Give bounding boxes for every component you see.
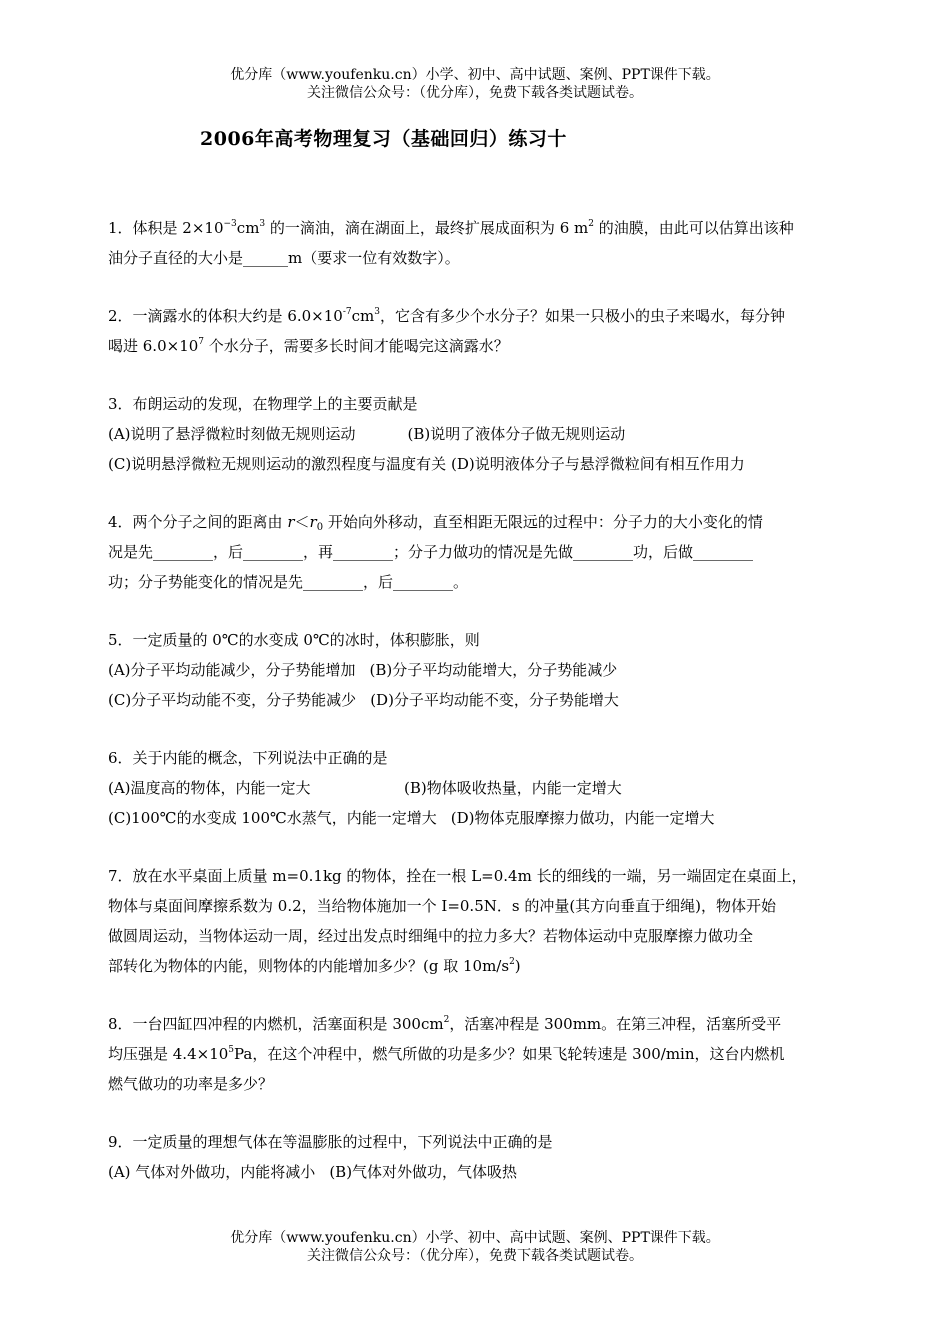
- q3-option-a: (A)说明了悬浮微粒时刻做无规则运动: [108, 425, 356, 443]
- q4-line-2: 况是先________，后________，再________；分子力做功的情况是先做________功，后做________: [108, 543, 754, 561]
- question-5: [108, 625, 848, 715]
- q7-line-3: 做圆周运动，当物体运动一周，经过出发点时细绳中的拉力多大？若物体运动中克服摩擦力做功全: [108, 927, 754, 945]
- q9-stem: 9．一定质量的理想气体在等温膨胀的过程中，下列说法中正确的是: [108, 1133, 553, 1151]
- q9-option-b: (B)气体对外做功，气体吸热: [329, 1163, 518, 1181]
- q5-stem: 5．一定质量的 0℃的水变成 0℃的冰时，体积膨胀，则: [108, 631, 480, 649]
- q2-line-2: 喝进 $6.0\times 10^7$ 个水分子，需要多长时间才能喝完这滴露水？: [108, 337, 509, 355]
- q3-options-ab: [108, 419, 848, 449]
- question-3: [108, 389, 848, 479]
- q8-line-1: 8．一台四缸四冲程的内燃机，活塞面积是 $300cm^2$，活塞冲程是 300mm。在第三冲程，活塞所受平: [108, 1015, 782, 1033]
- question-9: [108, 1127, 848, 1187]
- page-title: 2006年高考物理复习（基础回归）练习十: [200, 128, 567, 150]
- question-4: [108, 507, 848, 597]
- q1-line-2: 油分子直径的大小是______m（要求一位有效数字）。: [108, 249, 460, 267]
- q6-option-d: (D)物体克服摩擦力做功，内能一定增大: [450, 809, 715, 827]
- footer-line-2: 关注微信公众号：（优分库），免费下载各类试题试卷。: [307, 1248, 643, 1264]
- q5-option-d: (D)分子平均动能不变，分子势能增大: [370, 691, 619, 709]
- q3-option-c: (C)说明悬浮微粒无规则运动的激烈程度与温度有关: [108, 455, 447, 473]
- q6-stem: 6．关于内能的概念，下列说法中正确的是: [108, 749, 388, 767]
- q3-option-b: (B)说明了液体分子做无规则运动: [407, 425, 626, 443]
- footer-line-1: 优分库（www.youfenku.cn）小学、初中、高中试题、案例、PPT课件下载。: [230, 1230, 720, 1246]
- q8-line-2: 均压强是 $4.4\times 10^5Pa$，在这个冲程中，燃气所做的功是多少？如果飞轮转速是 300/min，这台内燃机: [108, 1045, 785, 1063]
- header-line-2: 关注微信公众号：（优分库），免费下载各类试题试卷。: [307, 85, 643, 101]
- q3-stem: 3．布朗运动的发现，在物理学上的主要贡献是: [108, 395, 418, 413]
- q9-option-a: (A) 气体对外做功，内能将减小: [108, 1163, 316, 1181]
- q9-options-ab: [108, 1157, 848, 1187]
- q7-line-1: 7．放在水平桌面上质量 m=0.1kg 的物体，拴在一根 L=0.4m 长的细线的一端，另一端固定在桌面上，: [108, 867, 807, 885]
- q3-options-cd: [108, 449, 848, 479]
- q6-option-c: (C)100℃的水变成 100℃水蒸气，内能一定增大: [108, 809, 437, 827]
- header-line-1: 优分库（www.youfenku.cn）小学、初中、高中试题、案例、PPT课件下载。: [230, 67, 720, 83]
- q1-line-1: 1．体积是 $2\times 10^{-3}cm^3$ 的一滴油，滴在湖面上，最终扩展成面积为 6 $m^2$ 的油膜，由此可以估算出该种: [108, 219, 794, 237]
- question-list: [108, 213, 848, 1215]
- question-1: [108, 213, 848, 273]
- q5-option-c: (C)分子平均动能不变，分子势能减少: [108, 691, 357, 709]
- page-footer: [0, 1229, 950, 1265]
- q5-options-ab: [108, 655, 848, 685]
- q7-line-2: 物体与桌面间摩擦系数为 0.2，当给物体施加一个 I=0.5N．s 的冲量(其方向垂直于细绳)，物体开始: [108, 897, 777, 915]
- q6-option-a: (A)温度高的物体，内能一定大: [108, 779, 311, 797]
- q5-option-a: (A)分子平均动能减少，分子势能增加: [108, 661, 356, 679]
- page-header: [0, 66, 950, 102]
- question-7: [108, 861, 848, 981]
- q3-option-d: (D)说明液体分子与悬浮微粒间有相互作用力: [450, 455, 745, 473]
- q2-line-1: 2．一滴露水的体积大约是 $6.0\times 10^{-7}cm^3$，它含有多少个水分子？如果一只极小的虫子来喝水，每分钟: [108, 307, 785, 325]
- q4-line-1: 4．两个分子之间的距离由 $r<r_0$ 开始向外移动，直至相距无限远的过程中：分子力的大小变化的情: [108, 513, 763, 533]
- q6-options-ab: [108, 773, 848, 803]
- q6-option-b: (B)物体吸收热量，内能一定增大: [404, 779, 622, 797]
- question-8: [108, 1009, 848, 1099]
- q7-line-4: 部转化为物体的内能，则物体的内能增加多少？(g 取 $10m/s^2$): [108, 957, 521, 975]
- q6-options-cd: [108, 803, 848, 833]
- q5-options-cd: [108, 685, 848, 715]
- q5-option-b: (B)分子平均动能增大，分子势能减少: [369, 661, 618, 679]
- q8-line-3: 燃气做功的功率是多少？: [108, 1075, 274, 1093]
- q4-line-3: 功；分子势能变化的情况是先________，后________。: [108, 573, 469, 591]
- question-2: [108, 301, 848, 361]
- question-6: [108, 743, 848, 833]
